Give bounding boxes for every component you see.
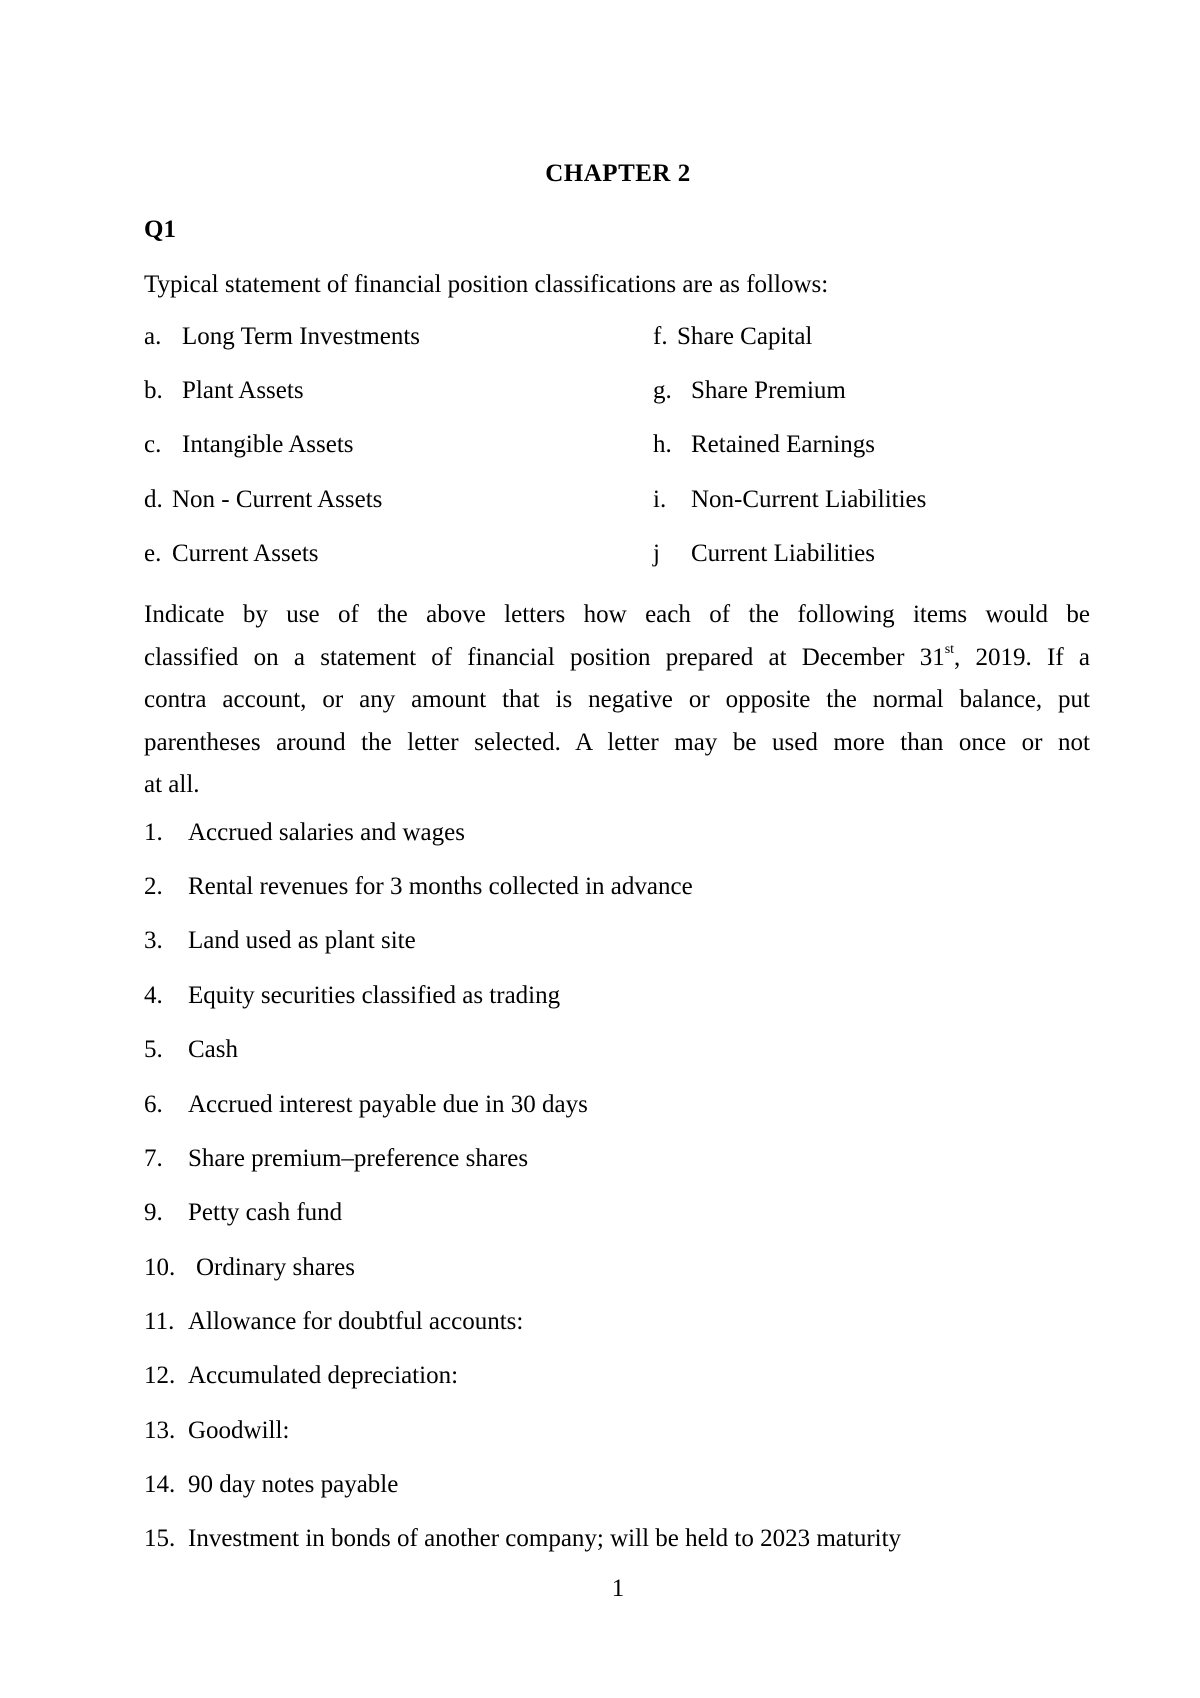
- item-text: Investment in bonds of another company; will be held to 2023 maturity: [188, 1525, 902, 1552]
- classification-d: [144, 485, 382, 515]
- item-number: 15.: [144, 1525, 176, 1552]
- instructions-line: at all.: [144, 771, 200, 798]
- list-item: [144, 981, 560, 1011]
- instructions-text: classified on a statement of financial position prepared at December 31: [144, 643, 945, 671]
- item-number: 7.: [144, 1145, 163, 1172]
- list-item: [144, 1524, 901, 1554]
- instructions-paragraph: [144, 594, 1090, 807]
- item-text: Allowance for doubtful accounts:: [188, 1308, 524, 1335]
- item-number: 14.: [144, 1471, 176, 1498]
- classification-label: Retained Earnings: [691, 431, 875, 458]
- item-number: 2.: [144, 873, 163, 900]
- list-item: [144, 1470, 398, 1500]
- page-number: 1: [611, 1575, 625, 1602]
- classification-f: [653, 322, 812, 352]
- classification-letter: g.: [653, 377, 672, 404]
- list-item: [144, 1035, 238, 1065]
- list-item: [144, 1198, 342, 1228]
- instructions-line: contra account, or any amount that is negative or opposite the normal balance, put: [144, 686, 1090, 713]
- question-label: Q1: [144, 216, 176, 243]
- item-number: 1.: [144, 819, 163, 846]
- item-number: 11.: [144, 1308, 175, 1335]
- classification-letter: j: [653, 540, 660, 567]
- classification-letter: a.: [144, 323, 162, 350]
- item-number: 13.: [144, 1417, 176, 1444]
- item-text: Petty cash fund: [188, 1199, 343, 1226]
- list-item: [144, 872, 693, 902]
- list-item: [144, 1253, 355, 1283]
- item-number: 10.: [144, 1254, 176, 1281]
- item-text: Accumulated depreciation:: [188, 1362, 459, 1389]
- classification-c: [144, 430, 354, 460]
- classification-j: [653, 539, 875, 569]
- classification-letter: d.: [144, 486, 163, 513]
- item-number: 5.: [144, 1036, 163, 1063]
- item-text: Land used as plant site: [188, 927, 416, 954]
- instructions-line: [144, 637, 1090, 680]
- list-item: [144, 926, 416, 956]
- instructions-line: parentheses around the letter selected. A letter may be used more than once or not: [144, 728, 1090, 756]
- classification-label: Non - Current Assets: [172, 486, 383, 513]
- classification-label: Non-Current Liabilities: [691, 486, 927, 513]
- classification-letter: h.: [653, 431, 672, 458]
- item-text: Accrued salaries and wages: [188, 819, 465, 846]
- chapter-title: CHAPTER 2: [545, 160, 691, 187]
- classification-label: Share Premium: [691, 377, 846, 404]
- item-number: 9.: [144, 1199, 163, 1226]
- ordinal-suffix: st: [944, 642, 955, 658]
- item-text: Goodwill:: [188, 1417, 290, 1444]
- classification-letter: c.: [144, 431, 162, 458]
- list-item: [144, 1090, 588, 1120]
- item-number: 4.: [144, 982, 163, 1009]
- item-number: 6.: [144, 1091, 163, 1118]
- classification-letter: b.: [144, 377, 163, 404]
- instructions-line: Indicate by use of the above letters how each of the following items would be: [144, 601, 1090, 628]
- classification-label: Long Term Investments: [182, 323, 421, 350]
- classification-g: [653, 376, 846, 406]
- classification-label: Plant Assets: [182, 377, 304, 404]
- item-text: 90 day notes payable: [188, 1471, 399, 1498]
- list-item: [144, 1307, 523, 1337]
- classification-e: [144, 539, 319, 569]
- classification-label: Share Capital: [677, 323, 813, 350]
- item-text: Ordinary shares: [196, 1254, 355, 1281]
- item-number: 12.: [144, 1362, 176, 1389]
- classification-letter: i.: [653, 486, 667, 513]
- list-item: [144, 1144, 528, 1174]
- list-item: [144, 818, 465, 848]
- list-item: [144, 1416, 289, 1446]
- item-text: Share premium–preference shares: [188, 1145, 529, 1172]
- instructions-text: , 2019. If a: [954, 643, 1091, 671]
- item-text: Rental revenues for 3 months collected in advance: [188, 873, 693, 900]
- item-text: Equity securities classified as trading: [188, 982, 561, 1009]
- classification-label: Intangible Assets: [182, 431, 354, 458]
- classification-b: [144, 376, 304, 406]
- classification-h: [653, 430, 875, 460]
- classification-letter: f.: [653, 323, 668, 350]
- classification-label: Current Assets: [172, 540, 319, 567]
- classification-label: Current Liabilities: [691, 540, 875, 567]
- classification-letter: e.: [144, 540, 162, 567]
- classification-i: [653, 485, 926, 515]
- list-item: [144, 1361, 458, 1391]
- item-text: Cash: [188, 1036, 238, 1063]
- item-number: 3.: [144, 927, 163, 954]
- intro-text: Typical statement of financial position classifications are as follows:: [144, 271, 829, 298]
- classification-a: [144, 322, 420, 352]
- item-text: Accrued interest payable due in 30 days: [188, 1091, 588, 1118]
